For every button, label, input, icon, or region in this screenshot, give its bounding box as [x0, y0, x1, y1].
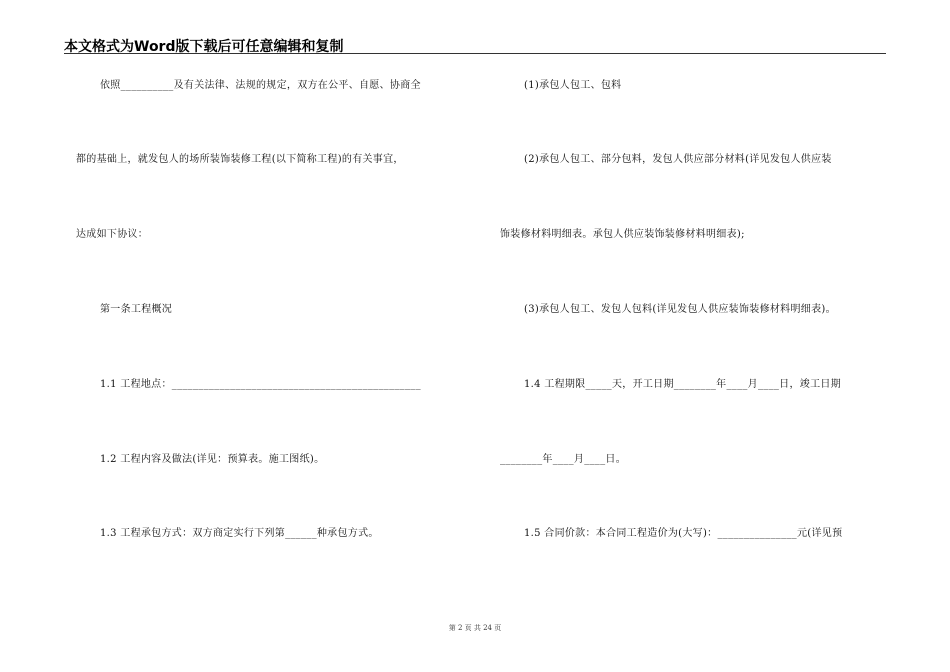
section-heading-article-1: 第一条工程概况 [100, 304, 173, 315]
body-line-left-5: 1.1 工程地点：_______________________________________________ [100, 379, 421, 390]
header-divider [64, 53, 886, 54]
body-line-right-4: (3)承包人包工、发包人包料(详见发包人供应装饰装修材料明细表)。 [524, 304, 836, 315]
body-line-left-1: 依照__________及有关法律、法规的规定，双方在公平、自愿、协商全 [100, 80, 421, 91]
body-line-right-5: 1.4 工程期限_____天，开工日期________年____月____日，竣工日期 [524, 379, 841, 390]
document-header-title: 本文格式为Word版下载后可任意编辑和复制 [64, 39, 344, 55]
body-line-right-1: (1)承包人包工、包料 [524, 80, 622, 91]
body-line-left-6: 1.2 工程内容及做法(详见：预算表。施工图纸)。 [100, 454, 325, 465]
body-line-left-3: 达成如下协议： [76, 229, 149, 240]
body-line-left-2: 都的基础上，就发包人的场所装饰装修工程(以下简称工程)的有关事宜， [76, 154, 404, 165]
body-line-right-3: 饰装修材料明细表。承包人供应装饰装修材料明细表); [500, 229, 745, 240]
page-number-footer: 第 2 页 共 24 页 [448, 624, 502, 632]
body-line-right-6: ________年____月____日。 [500, 454, 626, 465]
body-line-right-2: (2)承包人包工、部分包料，发包人供应部分材料(详见发包人供应装 [524, 154, 832, 165]
body-line-right-7: 1.5 合同价款：本合同工程造价为(大写)：_______________元(详见预 [524, 528, 843, 539]
body-line-left-7: 1.3 工程承包方式：双方商定实行下列第______种承包方式。 [100, 528, 379, 539]
